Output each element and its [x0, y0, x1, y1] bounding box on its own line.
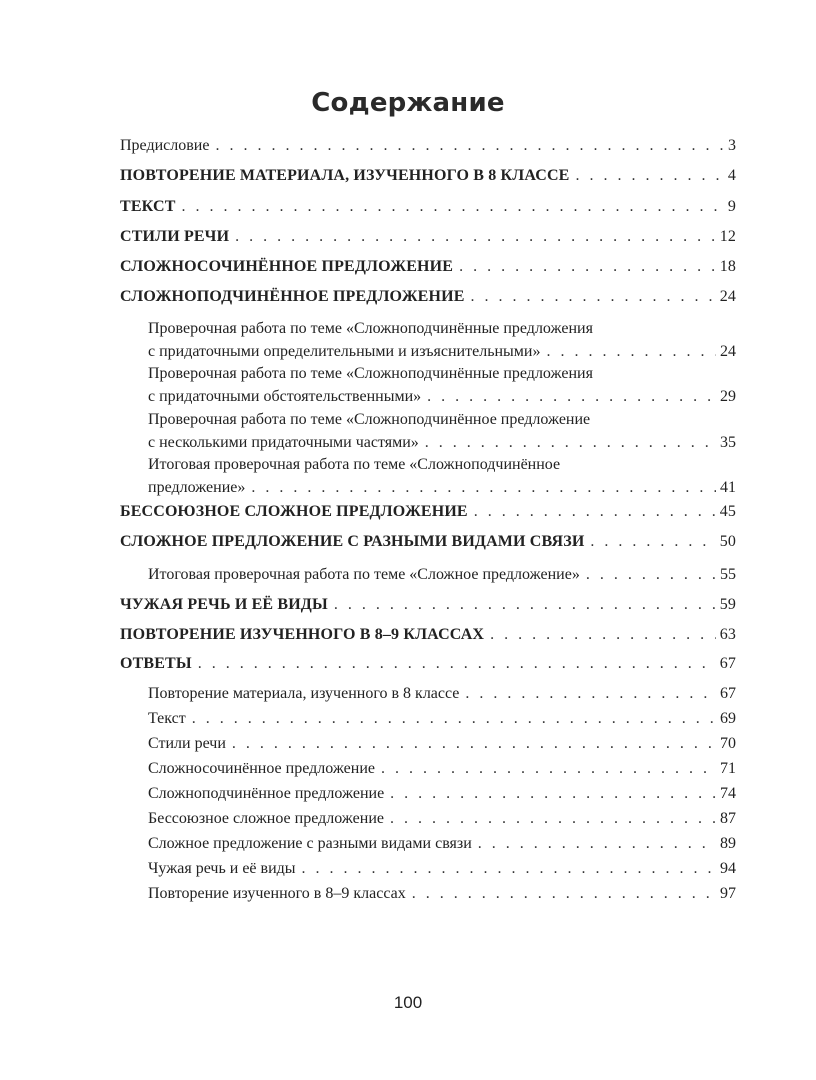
toc-page-number: 89 [720, 835, 736, 852]
toc-page-number: 63 [719, 626, 736, 643]
toc-entry [120, 164, 736, 187]
toc-entry-title: ЧУЖАЯ РЕЧЬ И ЕЁ ВИДЫ [120, 596, 328, 613]
toc-subentry [148, 682, 736, 705]
toc-subentry [148, 757, 736, 780]
toc-page-number: 69 [720, 710, 736, 727]
toc-line [148, 563, 736, 586]
dot-leader [198, 652, 716, 675]
dot-leader [232, 732, 716, 755]
toc-entry-title: Проверочная работа по теме «Сложноподчинённое предложение [148, 411, 591, 428]
toc-entry-title: предложение» [148, 479, 246, 496]
toc-page-number: 29 [720, 388, 736, 405]
toc-subentry [148, 882, 736, 905]
toc-entry [120, 225, 736, 248]
toc-entry-title: СТИЛИ РЕЧИ [120, 228, 230, 245]
toc-entry-title: ТЕКСТ [120, 198, 176, 215]
toc-entry-title: Проверочная работа по теме «Сложноподчинённые предложения [148, 320, 593, 337]
toc-page-number: 67 [719, 655, 736, 672]
toc-page-number: 50 [719, 533, 736, 550]
toc-entry [120, 500, 736, 523]
toc-line [120, 530, 736, 553]
toc-page-number: 18 [719, 258, 736, 275]
toc-page-number: 4 [727, 167, 736, 184]
toc-entry-title: Бессоюзное сложное предложение [148, 810, 384, 827]
toc-page-number: 3 [728, 137, 736, 154]
dot-leader [459, 255, 716, 278]
toc-line [148, 317, 736, 340]
dot-leader [425, 431, 716, 454]
toc-line [148, 732, 736, 755]
toc-page-number: 12 [719, 228, 736, 245]
toc-subentry [148, 408, 736, 454]
toc-line [148, 431, 736, 454]
toc-page-number: 67 [720, 685, 736, 702]
toc-line [148, 340, 736, 363]
toc-entry-title: Чужая речь и её виды [148, 860, 296, 877]
toc-line [120, 652, 736, 675]
dot-leader [590, 530, 715, 553]
toc-entry-title: Повторение изученного в 8–9 классах [148, 885, 406, 902]
toc-page-number: 87 [720, 810, 736, 827]
toc-entry-title: Предисловие [120, 137, 210, 154]
toc-line [120, 285, 736, 308]
page-title: Содержание [311, 88, 505, 118]
toc-page-number: 71 [720, 760, 736, 777]
toc-entry-title: Сложноподчинённое предложение [148, 785, 385, 802]
dot-leader [412, 882, 716, 905]
toc-entry-title: Сложное предложение с разными видами связи [148, 835, 472, 852]
dot-leader [302, 857, 716, 880]
toc-entry [120, 530, 736, 553]
dot-leader [390, 782, 716, 805]
toc-entry-title: с придаточными определительными и изъяснительными» [148, 343, 541, 360]
toc-entry-title: Стили речи [148, 735, 226, 752]
toc-entry-title: Текст [148, 710, 186, 727]
dot-leader [381, 757, 716, 780]
toc-subentry [148, 362, 736, 408]
toc-line [148, 707, 736, 730]
dot-leader [215, 134, 724, 157]
toc-line [148, 882, 736, 905]
toc-entry-title: СЛОЖНОПОДЧИНЁННОЕ ПРЕДЛОЖЕНИЕ [120, 288, 465, 305]
dot-leader [390, 807, 716, 830]
toc-line [120, 593, 736, 616]
dot-leader [471, 285, 716, 308]
toc-entry [120, 593, 736, 616]
dot-leader [182, 195, 724, 218]
toc-line [148, 807, 736, 830]
toc-subentry [148, 782, 736, 805]
toc-line [148, 385, 736, 408]
toc-entry [120, 623, 736, 646]
toc-subentry [148, 707, 736, 730]
toc-entry-title: с придаточными обстоятельственными» [148, 388, 422, 405]
dot-leader [586, 563, 716, 586]
dot-leader [235, 225, 716, 248]
dot-leader [334, 593, 716, 616]
toc-page-number: 59 [719, 596, 736, 613]
toc-subentry [148, 732, 736, 755]
toc-page-number: 24 [720, 343, 736, 360]
toc-page-number: 24 [719, 288, 736, 305]
dot-leader [547, 340, 717, 363]
toc-line [120, 255, 736, 278]
toc-page-number: 45 [719, 503, 736, 520]
toc-page-number: 55 [720, 566, 736, 583]
toc-entry-title: ПОВТОРЕНИЕ МАТЕРИАЛА, ИЗУЧЕННОГО В 8 КЛАССЕ [120, 167, 570, 184]
toc-page-number: 41 [720, 479, 736, 496]
toc-entry-title: СЛОЖНОЕ ПРЕДЛОЖЕНИЕ С РАЗНЫМИ ВИДАМИ СВЯЗИ [120, 533, 585, 550]
toc-entry-title: Итоговая проверочная работа по теме «Сложноподчинённое [148, 456, 561, 473]
dot-leader [192, 707, 716, 730]
toc-entry-title: Итоговая проверочная работа по теме «Сложное предложение» [148, 566, 580, 583]
toc-entry [120, 195, 736, 218]
toc-entry-title: СЛОЖНОСОЧИНЁННОЕ ПРЕДЛОЖЕНИЕ [120, 258, 454, 275]
toc-entry-title: с несколькими придаточными частями» [148, 434, 419, 451]
toc-subentry [148, 832, 736, 855]
toc-line [148, 453, 736, 476]
toc-entry [120, 285, 736, 308]
toc-line [148, 782, 736, 805]
toc-line [120, 134, 736, 157]
toc-entry-title: ПОВТОРЕНИЕ ИЗУЧЕННОГО В 8–9 КЛАССАХ [120, 626, 485, 643]
toc-entry-title: БЕССОЮЗНОЕ СЛОЖНОЕ ПРЕДЛОЖЕНИЕ [120, 503, 468, 520]
page-number: 100 [393, 993, 423, 1012]
toc-line [148, 857, 736, 880]
toc-line [120, 195, 736, 218]
dot-leader [490, 623, 716, 646]
toc-line [120, 623, 736, 646]
toc-page-number: 74 [720, 785, 736, 802]
toc-subentry [148, 857, 736, 880]
toc-entry [120, 652, 736, 675]
dot-leader [478, 832, 716, 855]
toc-line [148, 832, 736, 855]
toc-subentry [148, 807, 736, 830]
toc-subentry [148, 563, 736, 586]
toc-entry [120, 255, 736, 278]
toc-entry-title: Проверочная работа по теме «Сложноподчинённые предложения [148, 365, 593, 382]
toc-line [148, 682, 736, 705]
toc-line [120, 500, 736, 523]
toc-page-number: 35 [720, 434, 736, 451]
toc-page-number: 9 [727, 198, 736, 215]
toc-page-number: 94 [720, 860, 736, 877]
toc-subentry [148, 317, 736, 363]
dot-leader [465, 682, 716, 705]
toc-entry-title: Сложносочинённое предложение [148, 760, 376, 777]
toc-line [120, 225, 736, 248]
toc-subentry [148, 453, 736, 499]
dot-leader [576, 164, 724, 187]
toc-page-number: 97 [720, 885, 736, 902]
toc-line [148, 408, 736, 431]
dot-leader [474, 500, 716, 523]
toc-entry-title: Повторение материала, изученного в 8 классе [148, 685, 460, 702]
toc-line [148, 757, 736, 780]
toc-page-number: 70 [720, 735, 736, 752]
toc-entry [120, 134, 736, 157]
toc-line [148, 476, 736, 499]
toc-entry-title: ОТВЕТЫ [120, 655, 192, 672]
dot-leader [251, 476, 716, 499]
dot-leader [427, 385, 716, 408]
toc-line [148, 362, 736, 385]
toc-line [120, 164, 736, 187]
